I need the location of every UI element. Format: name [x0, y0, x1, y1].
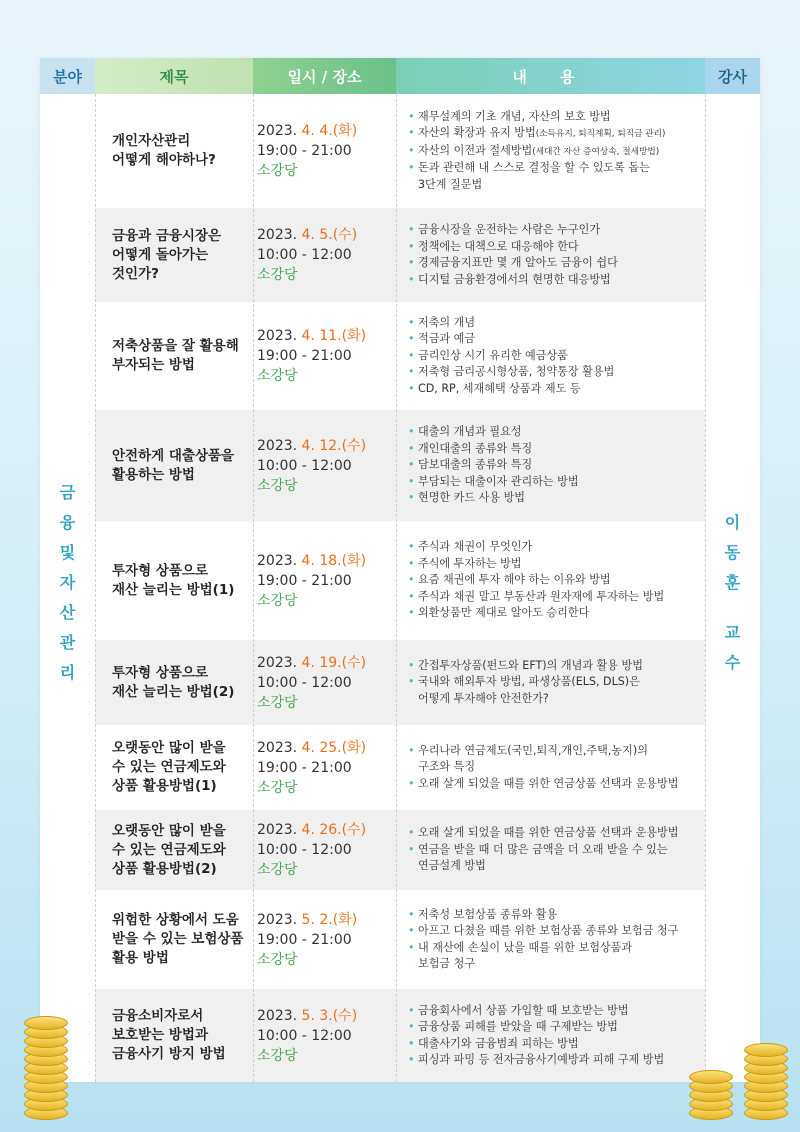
category-char: 리 [59, 663, 76, 682]
content-item-text: 요즘 채권에 투자 해야 하는 이유와 방법 [418, 573, 611, 587]
session-date: 4. 19.(수) [301, 654, 367, 671]
session-date: 4. 11.(화) [301, 328, 367, 344]
session-date: 4. 12.(수) [301, 437, 367, 454]
session-date: 4. 4.(화) [301, 123, 358, 139]
content-item [408, 331, 614, 348]
session-title [95, 640, 253, 725]
coin-icon [689, 1070, 733, 1084]
content-item [408, 842, 678, 859]
session-date: 4. 25.(화) [301, 739, 367, 756]
content-item-text: 피싱과 파밍 등 전자금융사기예방과 피해 구제 방법 [418, 1053, 665, 1066]
header-lecturer: 강사 [705, 58, 760, 94]
content-item-text: 적금과 예금 [418, 332, 476, 346]
session-title-line: 활용하는 방법 [112, 466, 195, 483]
content-item-text: CD, RP, 세재혜택 상품과 제도 등 [418, 381, 581, 395]
content-item-text: 대출사기와 금융범죄 피하는 방법 [418, 1036, 579, 1050]
content-item [408, 776, 678, 793]
content-item [408, 1036, 664, 1053]
session-title-line: 금융사기 방지 방법 [112, 1046, 226, 1062]
column-divider [253, 94, 254, 1082]
lecturer-char: 수 [724, 653, 741, 672]
session-time: 19:00 - 21:00 [257, 759, 352, 776]
session-year: 2023. [257, 437, 298, 454]
session-row [95, 989, 705, 1082]
content-item-text: 금리인상 시기 유리한 예금상품 [418, 348, 568, 362]
content-item [408, 743, 678, 760]
header-title: 제목 [95, 58, 253, 94]
content-item-text: 연금설계 방법 [418, 859, 486, 873]
content-item [408, 1003, 664, 1020]
session-date: 4. 18.(화) [301, 552, 367, 569]
session-date: 4. 26.(수) [301, 822, 367, 838]
session-row [95, 94, 705, 208]
content-item [408, 143, 665, 161]
session-time: 10:00 - 12:00 [257, 674, 352, 691]
session-title [95, 410, 253, 521]
content-item [408, 825, 678, 842]
content-item [408, 315, 614, 332]
content-item [408, 658, 643, 675]
category-char: 및 [59, 543, 76, 562]
content-item [408, 255, 618, 272]
category-char: 금 [59, 483, 76, 502]
session-place: 소강당 [257, 267, 298, 283]
header-content: 내 용 [396, 58, 705, 94]
content-item-text: 우리나라 연금제도(국민,퇴직,개인,주택,농지)의 [418, 743, 648, 757]
content-item [408, 381, 614, 398]
session-title-line: 금융소비자로서 [112, 1008, 204, 1024]
content-item-text: 오래 살게 되었을 때를 위한 연금상품 선택과 운용방법 [418, 826, 679, 840]
session-date-place [253, 208, 396, 302]
session-title-line: 투자형 상품으로 [112, 664, 208, 681]
lecturer-label [705, 508, 760, 678]
session-place: 소강당 [257, 862, 298, 878]
session-time: 10:00 - 12:00 [257, 1027, 352, 1044]
session-time: 10:00 - 12:00 [257, 842, 352, 858]
session-title [95, 989, 253, 1082]
content-item [408, 239, 618, 256]
session-date-place [253, 725, 396, 810]
content-item [408, 572, 664, 589]
lecturer-char: 교 [724, 623, 741, 642]
session-year: 2023. [257, 1007, 298, 1024]
session-date-place [253, 410, 396, 521]
content-item [408, 1019, 664, 1036]
content-item-text: 부담되는 대출이자 관리하는 방법 [418, 474, 579, 488]
session-year: 2023. [257, 552, 298, 569]
content-item [408, 691, 643, 708]
content-item [408, 1052, 664, 1069]
content-item [408, 109, 665, 126]
session-title-line: 오랫동안 많이 받을 [112, 740, 226, 756]
content-item [408, 441, 579, 458]
session-content [396, 640, 705, 725]
content-item-text: 저축의 개념 [418, 315, 476, 329]
session-title-line: 상품 활용방법(2) [112, 860, 217, 877]
content-item-text: 오래 살게 되었을 때를 위한 연금상품 선택과 운용방법 [418, 776, 679, 790]
content-item-text: 금융시장을 운전하는 사람은 누구인가 [418, 223, 601, 236]
session-content [396, 94, 705, 208]
session-place: 소강당 [257, 779, 298, 796]
content-item [408, 125, 665, 143]
session-title-line: 안전하게 대출상품을 [112, 447, 235, 464]
content-item-note: (세대간 자산 증여상속, 절세방법) [532, 146, 660, 157]
content-item-text: 주식에 투자하는 방법 [418, 556, 522, 570]
session-content [396, 725, 705, 810]
content-item [408, 424, 579, 441]
session-year: 2023. [257, 227, 298, 243]
session-title-line: 받을 수 있는 보험상품 [112, 931, 244, 947]
category-char: 산 [59, 603, 76, 622]
content-item [408, 907, 678, 924]
session-title [95, 94, 253, 208]
session-year: 2023. [257, 822, 298, 838]
session-date-place [253, 989, 396, 1082]
session-title-line: 어떻게 해야하나? [112, 152, 216, 168]
session-place: 소강당 [257, 477, 298, 494]
session-date-place [253, 302, 396, 410]
session-title-line: 활용 방법 [112, 950, 169, 966]
content-item-text: 간접투자상품(펀드와 EFT)의 개념과 활용 방법 [418, 658, 643, 672]
content-item-text: 국내와 해외투자 방법, 파생상품(ELS, DLS)은 [418, 675, 640, 689]
session-title-line: 재산 늘리는 방법(2) [112, 683, 235, 700]
session-title-line: 투자형 상품으로 [112, 562, 208, 579]
content-item [408, 589, 664, 606]
session-year: 2023. [257, 654, 298, 671]
lecturer-char: 이 [724, 513, 741, 532]
session-row [95, 302, 705, 410]
content-item [408, 177, 665, 194]
session-date-place [253, 640, 396, 725]
session-time: 19:00 - 21:00 [257, 572, 352, 589]
session-date: 5. 3.(수) [301, 1007, 358, 1024]
session-title-line: 위험한 상황에서 도움 [112, 912, 239, 928]
category-char: 관 [59, 633, 76, 652]
content-item-text: 저축성 보험상품 종류와 활용 [418, 907, 558, 921]
content-item-text: 주식과 채권이 무엇인가 [418, 540, 533, 554]
content-item-text: 경제금융지표만 몇 개 알아도 금융이 쉽다 [418, 256, 618, 269]
content-item [408, 222, 618, 239]
content-item [408, 348, 614, 365]
session-title-line: 수 있는 연금제도와 [112, 841, 226, 858]
content-item-note: (소득유지, 퇴직계획, 퇴직금 관리) [535, 129, 666, 140]
content-item [408, 940, 678, 957]
content-item [408, 474, 579, 491]
session-row [95, 890, 705, 989]
session-row [95, 410, 705, 521]
content-item-text: 주식과 채권 말고 부동산과 원자재에 투자하는 방법 [418, 589, 665, 603]
content-item-text: 현명한 카드 사용 방법 [418, 491, 526, 505]
session-content [396, 989, 705, 1082]
session-title-line: 보호받는 방법과 [112, 1027, 208, 1043]
content-item-text: 디지털 금융환경에서의 현명한 대응방법 [418, 272, 611, 286]
session-content [396, 302, 705, 410]
content-item-text: 어떻게 투자해야 안전한가? [418, 691, 549, 705]
session-row [95, 810, 705, 890]
content-item-text: 돈과 관련해 내 스스로 결정을 할 수 있도록 돕는 [418, 161, 650, 175]
session-title [95, 890, 253, 989]
content-item-text: 개인대출의 종류와 특징 [418, 441, 533, 455]
content-item [408, 364, 614, 381]
content-item-text: 대출의 개념과 필요성 [418, 425, 522, 439]
column-divider [95, 94, 96, 1082]
content-item-text: 담보대출의 종류와 특징 [418, 458, 533, 472]
content-item [408, 490, 579, 507]
content-item-text: 아프고 다쳤을 때를 위한 보험상품 종류와 보험금 청구 [418, 924, 679, 937]
content-item [408, 956, 678, 973]
session-title-line: 어떻게 돌아가는 [112, 246, 208, 263]
session-year: 2023. [257, 739, 298, 756]
coin-stack-right-icon [738, 1040, 798, 1120]
content-item-text: 금융회사에서 상품 가입할 때 보호받는 방법 [418, 1003, 629, 1017]
content-item [408, 539, 664, 556]
session-row [95, 521, 705, 640]
session-time: 19:00 - 21:00 [257, 143, 352, 159]
lecturer-char: 훈 [724, 573, 741, 592]
session-content [396, 521, 705, 640]
session-place: 소강당 [257, 163, 298, 179]
session-content [396, 410, 705, 521]
content-item [408, 858, 678, 875]
session-title-line: 부자되는 방법 [112, 357, 195, 373]
content-item-text: 구조와 특징 [418, 760, 476, 774]
session-content [396, 810, 705, 890]
session-title-line: 저축상품을 잘 활용해 [112, 338, 239, 354]
coin-stack-middle-icon [683, 1060, 743, 1120]
category-char: 융 [59, 513, 76, 532]
session-place: 소강당 [257, 694, 298, 711]
session-date-place [253, 890, 396, 989]
session-place: 소강당 [257, 592, 298, 609]
session-content [396, 890, 705, 989]
session-time: 10:00 - 12:00 [257, 457, 352, 474]
content-item-text: 연금을 받을 때 더 많은 금액을 더 오래 받을 수 있는 [418, 842, 668, 856]
session-date: 4. 5.(수) [301, 227, 358, 243]
session-content [396, 208, 705, 302]
content-item-text: 외환상품만 제대로 알아도 승리한다 [418, 606, 590, 620]
content-item-text: 재무설계의 기초 개념, 자산의 보호 방법 [418, 109, 611, 123]
session-title-line: 재산 늘리는 방법(1) [112, 581, 235, 598]
header-date-place: 일시 / 장소 [253, 58, 396, 94]
session-title-line: 오랫동안 많이 받을 [112, 822, 226, 839]
category-label [40, 478, 95, 688]
session-row [95, 208, 705, 302]
coin-icon [24, 1016, 68, 1030]
schedule-table [40, 58, 760, 1082]
session-title-line: 수 있는 연금제도와 [112, 759, 226, 775]
content-item [408, 556, 664, 573]
session-title [95, 810, 253, 890]
session-title [95, 521, 253, 640]
session-title [95, 208, 253, 302]
session-title [95, 725, 253, 810]
column-divider [396, 94, 397, 1082]
content-item-text: 저축형 금리공시형상품, 청약통장 활용법 [418, 365, 615, 379]
session-date: 5. 2.(화) [301, 911, 358, 928]
session-title-line: 상품 활용방법(1) [112, 778, 217, 794]
session-title-line: 개인자산관리 [112, 133, 191, 149]
session-time: 19:00 - 21:00 [257, 348, 352, 364]
coin-stack-left-icon [18, 1010, 78, 1120]
content-item [408, 272, 618, 289]
session-row [95, 725, 705, 810]
content-item-text: 보험금 청구 [418, 957, 476, 970]
session-row [95, 640, 705, 725]
session-time: 19:00 - 21:00 [257, 931, 352, 948]
session-place: 소강당 [257, 368, 298, 384]
session-place: 소강당 [257, 1047, 298, 1064]
session-year: 2023. [257, 328, 298, 344]
lecturer-char: 동 [724, 543, 741, 562]
content-item [408, 160, 665, 177]
header-category: 분야 [40, 58, 95, 94]
content-item-text: 내 재산에 손실이 났을 때를 위한 보험상품과 [418, 940, 633, 954]
content-item [408, 674, 643, 691]
content-item-text: 자산의 확장과 유지 방법 [418, 126, 536, 140]
content-item-text: 자산의 이전과 절세방법 [418, 143, 533, 157]
content-item [408, 759, 678, 776]
session-title-line: 것인가? [112, 265, 159, 282]
session-year: 2023. [257, 123, 298, 139]
coin-icon [744, 1043, 788, 1057]
session-title-line: 금융과 금융시장은 [112, 227, 222, 244]
session-date-place [253, 94, 396, 208]
content-item-text: 정책에는 대책으로 대응해야 한다 [418, 239, 579, 253]
session-title [95, 302, 253, 410]
content-item [408, 457, 579, 474]
content-item [408, 923, 678, 940]
session-year: 2023. [257, 911, 298, 928]
session-time: 10:00 - 12:00 [257, 247, 352, 263]
content-item-text: 3단계 질문법 [418, 177, 483, 191]
session-date-place [253, 810, 396, 890]
content-item [408, 605, 664, 622]
session-date-place [253, 521, 396, 640]
category-char: 자 [59, 573, 76, 592]
session-place: 소강당 [257, 951, 298, 968]
content-item-text: 금융상품 피해를 받았을 때 구제받는 방법 [418, 1020, 618, 1033]
